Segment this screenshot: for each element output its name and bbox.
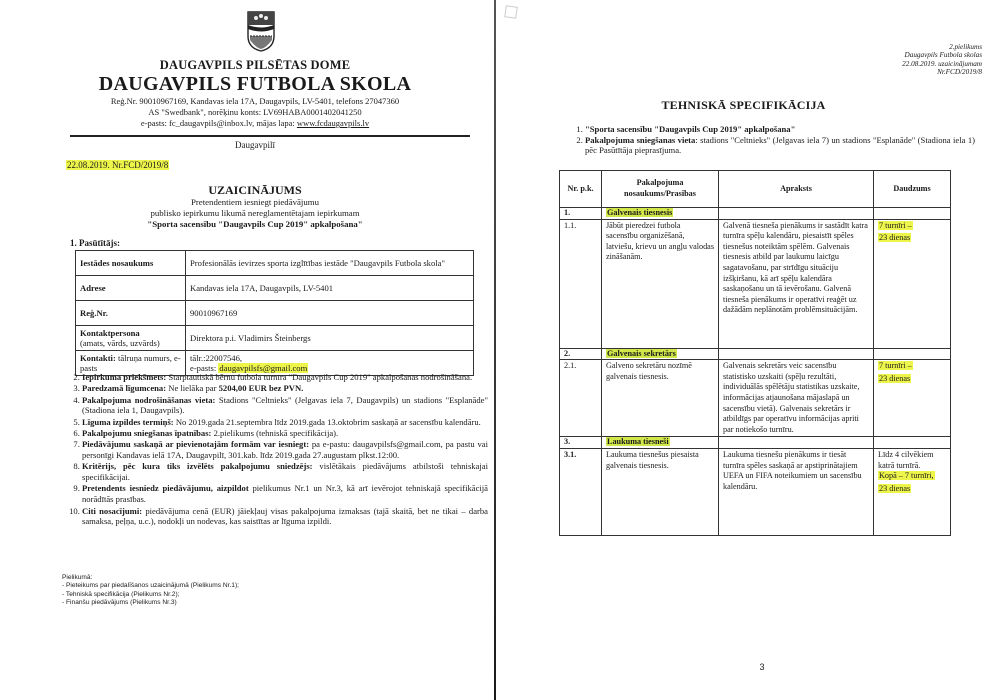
term-item xyxy=(82,417,488,428)
column-header: Pakalpojuma nosaukums/Prasības xyxy=(602,171,719,208)
annex-item: - Finanšu piedāvājums (Pielikums Nr.3) xyxy=(62,599,177,607)
quantity-days: 23 dienas xyxy=(879,373,911,383)
reference-text: 22.08.2019. Nr.FCD/2019/8 xyxy=(67,160,169,170)
spec-items xyxy=(571,124,975,156)
empty-cell xyxy=(719,437,874,449)
term-text: vislētākais piedāvājums atbilstoši tehniskajai specifikācijai. xyxy=(82,461,488,483)
page-divider xyxy=(494,0,496,700)
school-name: DAUGAVPILS FUTBOLA SKOLA xyxy=(98,73,412,95)
annex-header-line: Daugavpils Futbola skolas xyxy=(904,51,982,60)
technical-specification-page xyxy=(497,0,990,700)
invitation-title: UZAICINĀJUMS xyxy=(208,183,302,197)
annex-list xyxy=(62,574,239,608)
requirement: Jābūt pieredzei futbola sacensību organizēšanā, latviešu, krievu un angļu valodas zināšanām. xyxy=(602,219,719,348)
quantity-days: 23 dienas xyxy=(879,233,911,243)
section-name: Galvenais sekretārs xyxy=(607,348,676,358)
contact-prefix: e-pasts: fc_daugavpils@inbox.lv, mājas lapa: xyxy=(140,118,297,128)
table-value: Direktora p.i. Vladimirs Šteinbergs xyxy=(186,326,474,351)
term-text: piedāvājuma cenā (EUR) jāiekļauj visas pakalpojuma izmaksas (tajā skaitā, bet ne tikai – darba samaksa, peļņa, u.c.), nodokļi un nodevas, kas saistītas ar līguma izpildi. xyxy=(82,505,488,527)
table-row xyxy=(560,448,951,535)
key-text: Kontakti: xyxy=(80,353,116,363)
table-row xyxy=(76,251,474,276)
customer-table xyxy=(75,250,474,376)
requirement: Laukuma tiesnešus piesaista galvenais tiesnesis. xyxy=(602,448,719,535)
subtitle-line: publisko iepirkumu likumā nereglamentētajam iepirkumam xyxy=(150,208,360,218)
table-value: 90010967169 xyxy=(186,301,474,326)
term-label: Pakalpojumu sniegšanas īpatnības: xyxy=(82,427,212,438)
table-value: Profesionālās ievirzes sporta izglītības iestāde "Daugavpils Futbola skola" xyxy=(186,251,474,276)
spec-item-label: Pakalpojuma sniegšanas vieta xyxy=(585,134,696,145)
annex-header-line: 22.08.2019. uzaicinājumam xyxy=(902,59,982,68)
table-key: Reģ.Nr. xyxy=(76,301,186,326)
term-label: Paredzamā līgumcena: xyxy=(82,383,167,394)
section-number: 2. xyxy=(560,348,602,360)
term-text: pa e-pastu: daugavpilsfs@gmail.com, pa pastu vai personīgi Kandavas ielā 17A, Daugavpilī, 301.kab. līdz 2019.gada 27.augustam plkst.12:00. xyxy=(82,439,488,461)
row-number: 2.1. xyxy=(560,360,602,437)
table-row xyxy=(560,360,951,437)
scan-mark-icon xyxy=(504,5,518,19)
quantity-tournaments: 7 turnīri – xyxy=(879,220,912,230)
row-number: 3.1. xyxy=(560,448,602,535)
section-number: 1. xyxy=(560,208,602,220)
row-number: 1.1. xyxy=(560,219,602,348)
term-text: Ne lielāka par xyxy=(166,383,219,394)
quantity-tournaments: Kopā – 7 turnīri, xyxy=(879,471,934,481)
email-prefix: e-pasts: xyxy=(190,363,219,373)
table-key xyxy=(76,251,186,276)
annex-heading: Pielikumā: xyxy=(62,574,93,581)
term-text: pielikumus Nr.1 un Nr.3, kā arī ievērojot tehniskajā specifikācijā norādītās prasības. xyxy=(82,483,488,505)
spec-item xyxy=(585,135,975,156)
empty-cell xyxy=(719,348,874,360)
key-text: Kontaktpersona xyxy=(80,328,140,338)
quantity-days: 23 dienas xyxy=(879,483,911,493)
annex-header-line: 2.pielikums xyxy=(949,43,982,51)
spec-item xyxy=(585,124,975,135)
spec-item-label: "Sporta sacensību "Daugavpils Cup 2019" apkalpošana" xyxy=(585,124,796,134)
term-label: Kritērijs, pēc kura tiks izvēlēts pakalpojumu sniedzējs: xyxy=(82,461,313,472)
term-text: No 2019.gada 21.septembra līdz 2019.gada 13.oktobrim saskaņā ar sacensību kalendāru. xyxy=(173,416,481,427)
column-header: Apraksts xyxy=(719,171,874,208)
document-reference xyxy=(66,160,169,170)
term-item xyxy=(82,372,488,383)
table-row xyxy=(76,301,474,326)
term-label: Piedāvājumu saskaņā ar pievienotajām formām var iesniegt: xyxy=(82,439,310,450)
quantity xyxy=(874,448,951,535)
terms-list xyxy=(68,372,488,528)
letterhead-rule xyxy=(70,135,470,137)
term-text: Stadions "Celtnieks" (Jelgavas iela 7, Daugavpils) un stadions "Esplanāde" (Stadiona iela 1, Daugavpils). xyxy=(82,394,488,416)
term-item xyxy=(82,506,488,528)
customer-section-label: 1. Pasūtītājs: xyxy=(70,238,120,248)
empty-cell xyxy=(874,437,951,449)
term-label: Pretendents iesniedz piedāvājumu, aizpildot xyxy=(82,483,249,494)
subtitle-line: Pretendentiem iesniegt piedāvājumu xyxy=(190,197,319,207)
empty-cell xyxy=(719,208,874,220)
price-value: 5204,00 EUR bez PVN. xyxy=(218,383,304,394)
email-link[interactable]: daugavpilsfs@gmail.com xyxy=(219,363,308,373)
section-name-cell xyxy=(602,208,719,220)
term-text: 2.pielikums (tehniskā specifikācija). xyxy=(211,427,339,438)
table-header-row xyxy=(560,171,951,208)
section-name: Galvenais tiesnesis xyxy=(607,208,673,217)
quantity xyxy=(874,219,951,348)
term-item xyxy=(82,395,488,417)
city-name: Daugavpilī xyxy=(235,140,275,150)
column-header: Daudzums xyxy=(874,171,951,208)
coat-of-arms-icon xyxy=(246,10,276,52)
table-row xyxy=(560,219,951,348)
term-item xyxy=(82,428,488,439)
contact-line xyxy=(60,118,450,129)
term-label: Citi nosacījumi: xyxy=(82,505,143,516)
empty-cell xyxy=(874,348,951,360)
quantity xyxy=(874,360,951,437)
council-name: DAUGAVPILS PILSĒTAS DOME xyxy=(159,58,351,72)
quantity-note: Līdz 4 cilvēkiem katrā turnīrā. xyxy=(878,449,934,470)
term-label: Līguma izpildes termiņš: xyxy=(82,416,174,427)
registration-line: Reģ.Nr. 90010967169, Kandavas iela 17A, Daugavpils, LV-5401, telefons 27047360 xyxy=(110,96,400,106)
key-note: (amats, vārds, uzvārds) xyxy=(80,338,160,348)
website-link[interactable]: www.fcdaugavpils.lv xyxy=(296,118,370,128)
spec-table xyxy=(559,170,951,536)
phone-text: tālr.:22007546, xyxy=(190,353,243,363)
section-number: 3. xyxy=(560,437,602,449)
term-text: Starptautiskā bērnu futbola turnīra "Daugavpils Cup 2019" apkalpošanas nodrošināšana. xyxy=(166,372,473,382)
section-row xyxy=(560,437,951,449)
annex-header xyxy=(827,43,982,77)
annex-item: - Tehniskā specifikācija (Pielikums Nr.2); xyxy=(62,590,180,598)
section-row xyxy=(560,348,951,360)
requirement: Galveno sekretāru nozīmē galvenais tiesnesis. xyxy=(602,360,719,437)
term-item xyxy=(82,383,488,394)
description: Galvenā tiesneša pienākums ir sastādīt katra turnīra spēļu kalendāru, piesaistīt spēles tiesnešus noteiktām spēlēm. Galvenais tiesnesis atbild par laukumu laicīgu sagatavošanu, par strīdīgu situāciju izšķiršanu, kā arī spēļu kalendāra saskaņošanu un tā ievērošanu. Galvenā tiesneša pienākums ir operatīvi reaģēt uz dažādām neplānotām problēmsituācijām. xyxy=(719,219,874,348)
annex-item: - Pieteikums par piedalīšanos uzaicinājumā (Pielikums Nr.1); xyxy=(62,582,240,590)
column-header: Nr. p.k. xyxy=(560,171,602,208)
term-label: Iepirkuma priekšmets: xyxy=(82,372,167,382)
page-number: 3 xyxy=(759,662,765,672)
description: Laukuma tiesnešu pienākums ir tiesāt turnīra spēles saskaņā ar apstiprinātajiem UEFA un FIFA noteikumiem un sacensību kalendāru. xyxy=(719,448,874,535)
term-item xyxy=(82,439,488,461)
section-name-cell xyxy=(602,437,719,449)
invitation-subtitle xyxy=(60,197,450,230)
table-key: Adrese xyxy=(76,276,186,301)
procurement-name: "Sporta sacensību "Daugavpils Cup 2019" apkalpošana" xyxy=(147,219,363,229)
spec-item-text: : stadions "Celtnieks" (Jelgavas iela 7) un stadions "Esplanāde" (Stadiona iela 1) pēc Pasūtītāja pieprasījuma. xyxy=(585,134,975,156)
annex-header-line: Nr.FCD/2019/8 xyxy=(937,68,982,77)
table-value: Kandavas iela 17A, Daugavpils, LV-5401 xyxy=(186,276,474,301)
term-label: Pakalpojuma nodrošināšanas vieta: xyxy=(82,394,216,405)
section-name: Laukuma tiesneši xyxy=(607,437,669,447)
empty-cell xyxy=(874,208,951,220)
key-text: Iestādes nosaukums xyxy=(80,258,154,268)
term-item xyxy=(82,483,488,505)
section-row xyxy=(560,208,951,220)
description: Galvenais sekretārs veic sacensību statistisko uzskaiti (spēļu rezultāti, individuālās spēlētāju statistikas uzskaite, informācijas atjaunošana mājaslapā un sacensību vietā). Galvenais sekretārs ir atbildīgs par operatīvu informācijas apriti par notiekošo turnīru. xyxy=(719,360,874,437)
table-row xyxy=(76,276,474,301)
section-name-cell xyxy=(602,348,719,360)
bank-line: AS "Swedbank", norēķinu konts: LV69HABA0001402041250 xyxy=(148,107,362,117)
term-item xyxy=(82,461,488,483)
spec-title: TEHNISKĀ SPECIFIKĀCIJA xyxy=(661,98,826,112)
letterhead-details xyxy=(60,96,450,129)
table-row xyxy=(76,326,474,351)
quantity-tournaments: 7 turnīri – xyxy=(879,361,912,371)
table-key xyxy=(76,326,186,351)
key-note: tālruņa numurs, e-pasts xyxy=(80,353,181,373)
